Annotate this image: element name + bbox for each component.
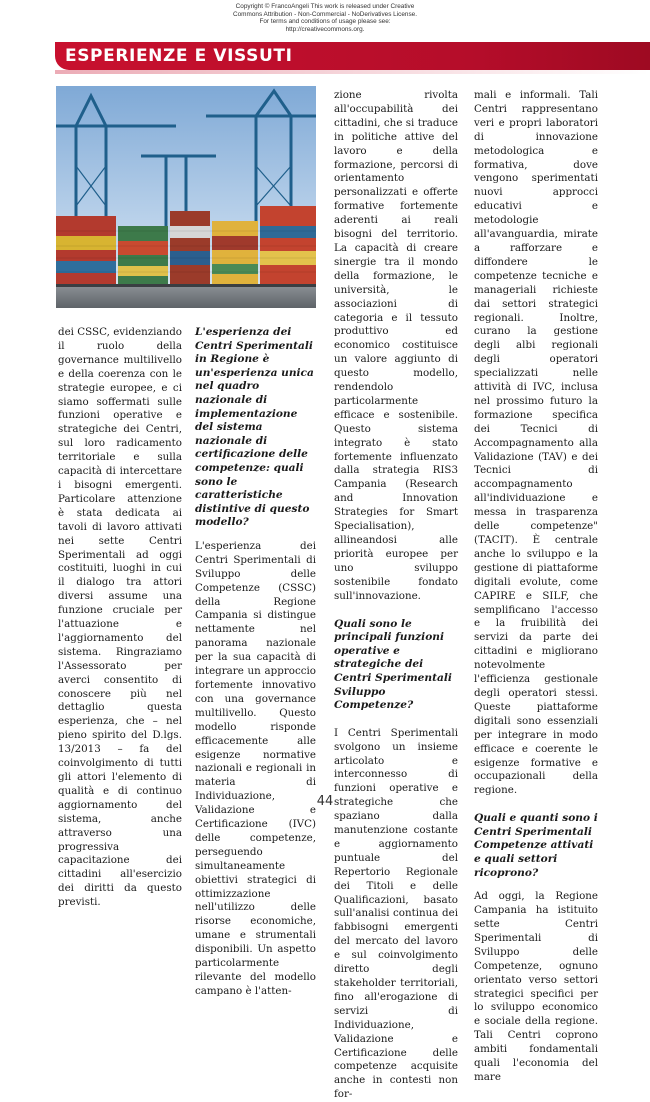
body-paragraph: Ad oggi, la Regione Campania ha istituito sette Centri Sperimentali di Sviluppo delle Competenze, ognuno orientato verso settori strategici specifici per lo sviluppo economico e sociale della regione. Tali Centri coprono ambiti fondamentali quali l'economia del mare: [474, 890, 598, 1083]
copyright-line: For terms and conditions of usage please see:: [259, 18, 391, 26]
copyright-notice: [200, 3, 450, 33]
body-paragraph: I Centri Sperimentali svolgono un insieme articolato e interconnesso di funzioni operative e strategiche che spaziano dalla manutenzione costante e aggiornamento puntuale del Repertorio Regionale dei Titoli e delle Qualificazioni, basato sull'analisi continua dei fabbisogni emergenti del mercato del lavoro e sul coinvolgimento diretto degli stakeholder territoriali, fino all'erogazione di servizi di Individuazione, Validazione e Certificazione delle competenze acquisite anche in contesti non for-: [334, 726, 458, 1101]
text-column-1: [58, 326, 182, 910]
body-paragraph: dei CSSC, evidenziando il ruolo della governance multilivello e della coerenza con le strategie europee, e ci siamo soffermati sulle funzioni operative e strategiche dei Centri, sul loro radicamento territoriale e sulla capacità di intercettare i bisogni emergenti. Particolare attenzione è stata dedicata ai tavoli di lavoro attivati nei sette Centri Sperimentali ad oggi costituiti, luoghi in cui il dialogo tra attori diversi assume una funzione cruciale per l'attuazione e l'aggiornamento del sistema. Ringraziamo l'Assessorato per averci consentito di conoscere più nel dettaglio questa esperienza, che – nel pieno spirito del D.lgs. 13/2013 – fa del coinvolgimento di tutti gli attori l'elemento di qualità e di continuo aggiornamento del sistema, anche attraverso una progressiva capacitazione dei cittadini all'esercizio dei diritti da questo previsti.: [58, 326, 182, 909]
copyright-line: Copyright © FrancoAngeli This work is released under Creative: [235, 3, 415, 10]
port-photo-illustration: [56, 86, 316, 308]
interview-question: Quali e quanti sono i Centri Sperimentali Competenze attivati e quali settori ricoprono?: [474, 812, 598, 879]
copyright-line: Commons Attribution - Non-Commercial - NoDerivatives License.: [233, 10, 417, 18]
text-column-2: [195, 326, 316, 999]
body-paragraph: zione rivolta all'occupabilità dei cittadini, che si traduce in politiche attive del lavoro e della formazione, percorsi di orientamento personalizzati e offerte formative fortemente aderenti ai reali bisogni del territorio. La capacità di creare sinergie tra il mondo della formazione, le università, le associazioni di categoria e il tessuto produttivo ed economico costituisce un valore aggiunto di questo modello, rendendolo particolarmente efficace e sostenibile. Questo sistema integrato è stato fortemente influenzato dalla strategia RIS3 Campania (Research and Innovation Strategies for Smart Specialisation), allineandosi alle priorità europee per uno sviluppo sostenibile fondato sull'innovazione.: [334, 89, 458, 602]
text-column-4: [474, 89, 598, 1085]
body-paragraph: L'esperienza dei Centri Sperimentali di Sviluppo delle Competenze (CSSC) della Regione Campania si distingue nettamente nel panorama nazionale per la sua capacità di integrare un approccio fortemente innovativo con una governance multilivello. Questo modello risponde efficacemente alle esigenze normative nazionali e regionali in materia di Individuazione, Validazione e Certificazione (IVC) delle competenze, perseguendo simultaneamente obiettivi strategici di ottimizzazione nell'utilizzo delle risorse economiche, umane e strumentali disponibili. Un aspetto particolarmente rilevante del modello campano è l'atten-: [195, 539, 316, 997]
copyright-link[interactable]: http://creativecommons.org.: [285, 25, 365, 33]
interview-question: L'esperienza dei Centri Sperimentali in Regione è un'esperienza unica nel quadro nazionale di implementazione del sistema nazionale di certificazione delle competenze: quali sono le caratteristiche distintive di questo modello?: [195, 326, 314, 529]
section-header-bar: [55, 42, 650, 70]
interview-question: Quali sono le principali funzioni operative e strategiche dei Centri Sperimentali Sviluppo Competenze?: [334, 617, 452, 712]
port-containers-photo: [56, 86, 316, 308]
page-number: 44: [316, 794, 334, 809]
body-paragraph: mali e informali. Tali Centri rappresentano veri e propri laboratori di innovazione metodologica e formativa, dove vengono sperimentati nuovi approcci educativi e metodologie all'avanguardia, mirate a rafforzare e diffondere le competenze tecniche e manageriali richieste dai settori strategici regionali. Inoltre, curano la gestione degli albi regionali degli operatori specializzati nelle attività di IVC, inclusa nel prossimo futuro la formazione specifica dei Tecnici di Accompagnamento alla Validazione (TAV) e dei Tecnici di accompagnamento all'individuazione e messa in trasparenza delle competenze" (TACIT). È centrale anche lo sviluppo e la gestione di piattaforme digitali evolute, come CAPIRE e SILF, che semplificano l'accesso e la fruibilità dei servizi da parte dei cittadini e migliorano notevolmente l'efficienza gestionale degli operatori stessi. Queste piattaforme digitali sono essenziali per integrare in modo efficace e coerente le esigenze formative e occupazionali della regione.: [474, 89, 598, 797]
section-title: ESPERIENZE E VISSUTI: [65, 46, 293, 66]
text-column-3: [334, 89, 458, 1102]
